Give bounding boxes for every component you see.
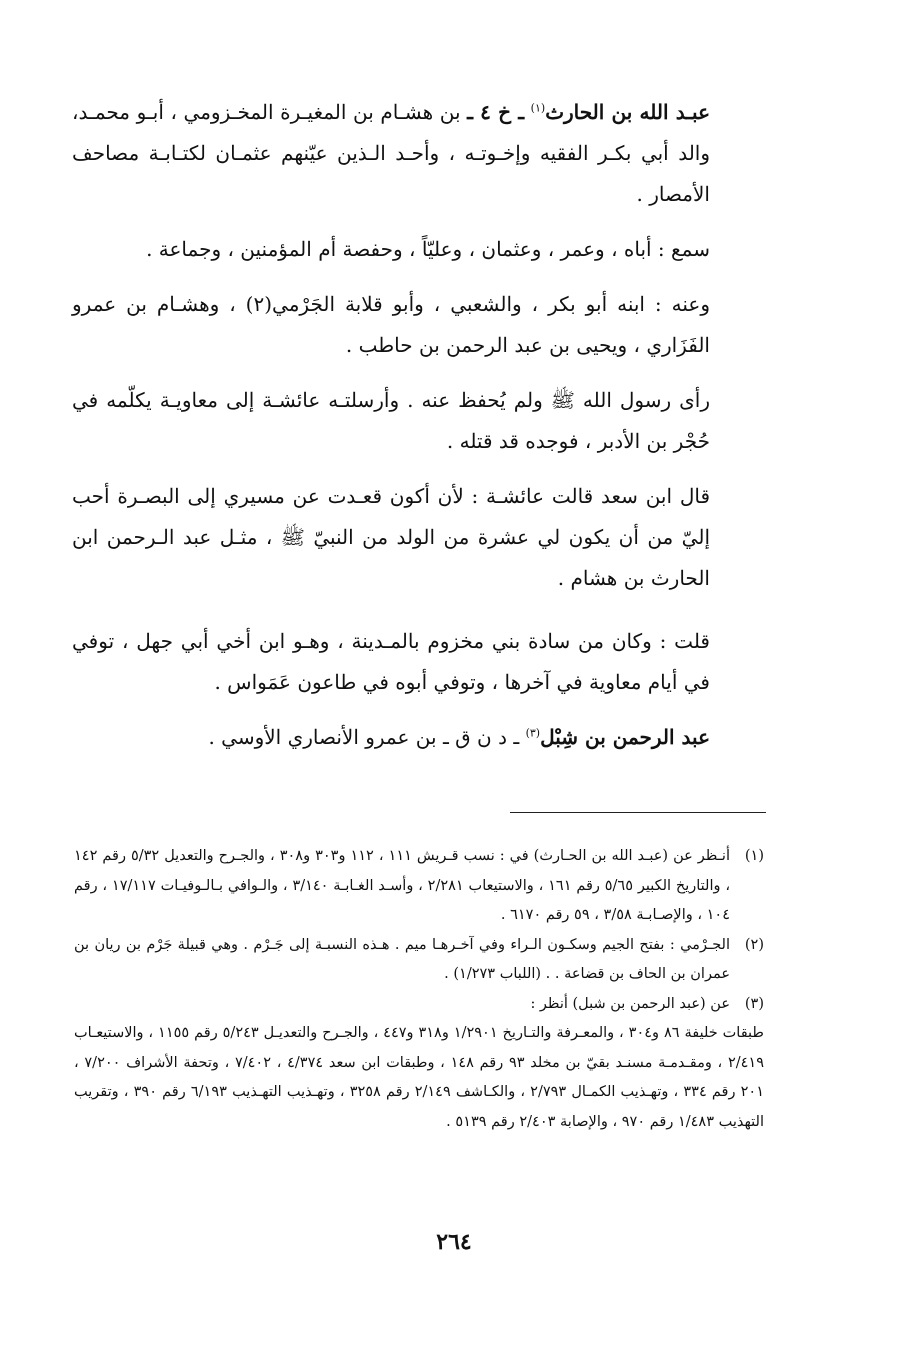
paragraph-ibn-saad: قال ابن سعد قالت عائشـة : لأن أكون قعـدت عن مسيري إلى البصـرة أحب إليّ من أن يكون لي عشرة من الولد من النبيّ ﷺ ، مثـل عبد الـرحمن ابن الحارث بن هشام . [72, 484, 710, 590]
footnote-text: أنـظر عن (عبـد الله بن الحـارث) في : نسب قـريش ١١١ ، ١١٢ و٣٠٣ و٣٠٨ ، والجـرح والتعديل ٥/٣٢ رقم ١٤٢ ، والتاريخ الكبير ٥/٦٥ رقم ١٦١ ، والاستيعاب ٢/٢٨١ ، وأسـد الغـابـة ٣/١٤٠ ، والـوافي بـالـوفيـات ١٧/١١٧ ، رقم ١٠٤ ، والإصـابـة ٣/٥٨ ، ٥٩ رقم ٦١٧٠ . [74, 848, 730, 923]
footnote-number: (٢) [744, 936, 764, 953]
paragraph-narrators: وعنه : ابنه أبو بكر ، والشعبي ، وأبو قلابة الجَرْمي(٢) ، وهشـام بن عمرو الفَزَاري ، ويحيى بن عبد الرحمن بن حاطب . [72, 292, 710, 357]
entry-text: بن هشـام بن المغيـرة المخـزومي ، أبـو محمـد، والد أبي بكـر الفقيه وإخـوتـه ، وأحـد الـذين عيّنهم عثمـان لكتـابـة مصاحف الأمصار . [72, 100, 710, 206]
entry-name: عبـد الله بن الحارث [545, 100, 711, 124]
footnote-number: (٣) [744, 995, 764, 1012]
paragraph-saw-prophet: رأى رسول الله ﷺ ولم يُحفظ عنه . وأرسلتـه عائشـة إلى معاويـة يكلّمه في حُجْر بن الأدبر ، فوجده قد قتله . [72, 388, 710, 453]
footnote-text: الجـرْمي : بفتح الجيم وسكـون الـراء وفي آخـرهـا ميم . هـذه النسبـة إلى جَـرْم . وهي قبيلة جَرْم بن ريان بن عمران بن الحاف بن قضاعة . . (اللباب ١/٢٧٣) . [74, 936, 730, 982]
entry-abd-al-rahman-ibn-shibl [72, 717, 710, 758]
paragraph-heard-from: سمع : أباه ، وعمر ، وعثمان ، وعليّاً ، وحفصة أم المؤمنين ، وجماعة . [146, 237, 710, 261]
footnote-divider [510, 812, 766, 813]
footnote-number: (١) [744, 848, 764, 864]
footnote-ref: (٣) [525, 726, 541, 740]
footnote-text: عن (عبد الرحمن بن شبل) أنظر : [530, 995, 730, 1012]
book-codes: ـ خ ٤ ـ [467, 100, 525, 124]
paragraph-author-note: قلت : وكان من سادة بني مخزوم بالمـدينة ، وهـو ابن أخي أبي جهل ، توفي في أيام معاوية في آخرها ، وتوفي أبوه في طاعون عَمَواس . [72, 629, 710, 694]
footnote-1 [74, 842, 764, 931]
page-number: ٢٦٤ [436, 1229, 472, 1255]
entry-abdullah-ibn-al-harith [72, 92, 710, 215]
footnotes [74, 842, 764, 1137]
footnote-3-sources: طبقات خليفة ٨٦ و٣٠٤ ، والمعـرفة والتـاريخ ١/٢٩٠١ و٣١٨ و٤٤٧ ، والجـرح والتعديـل ٥/٢٤٣ رقم ١١٥٥ ، والاستيعـاب ٢/٤١٩ ، ومقـدمـة مسنـد بقيّ بن مخلد ٩٣ رقم ١٤٨ ، وطبقات ابن سعد ٤/٣٧٤ ، ٧/٤٠٢ ، وتحفة الأشراف ٧/٢٠٠ ، ٢٠١ رقم ٣٣٤ ، وتهـذيب الكمـال ٢/٧٩٣ ، والكـاشف ٢/١٤٩ رقم ٣٢٥٨ ، وتهـذيب التهـذيب ٦/١٩٣ رقم ٣٩٠ ، وتقريب التهذيب ١/٤٨٣ رقم ٩٧٠ ، والإصابة ٢/٤٠٣ رقم ٥١٣٩ . [74, 1025, 764, 1130]
footnote-3 [74, 990, 764, 1020]
footnote-ref: (١) [530, 101, 546, 115]
footnote-2 [74, 931, 764, 990]
book-codes: ـ د ن ق ـ [442, 725, 520, 749]
entry-name: عبد الرحمن بن شِبْل [540, 725, 710, 749]
main-text [72, 92, 710, 772]
entry-text: بن عمرو الأنصاري الأوسي . [208, 725, 437, 749]
